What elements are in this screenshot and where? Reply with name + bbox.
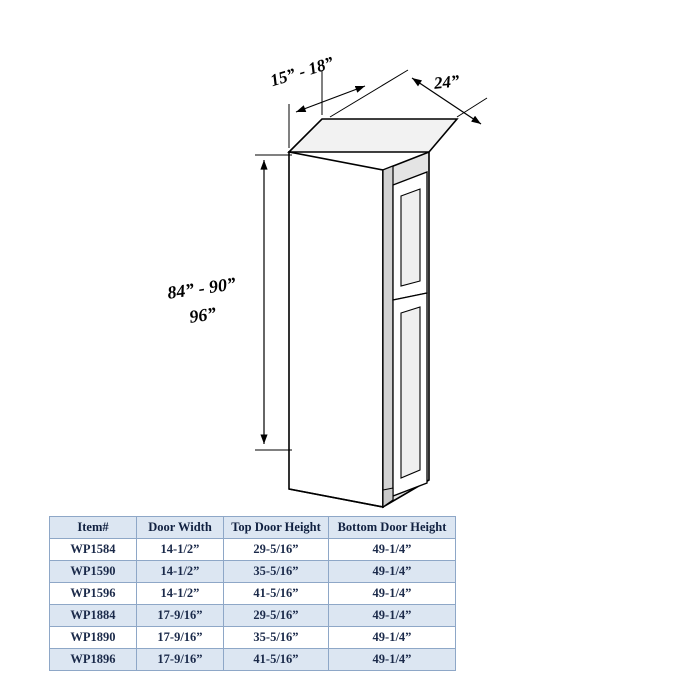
cell-bottom-door-height: 49-1/4” (329, 605, 456, 627)
depth-ext-left (330, 70, 408, 117)
table-row (50, 627, 456, 649)
cell-item: WP1590 (50, 561, 137, 583)
cell-door-width: 17-9/16” (137, 649, 224, 671)
depth-ext-right (457, 98, 487, 117)
cell-door-width: 14-1/2” (137, 583, 224, 605)
width-dimension-label: 15” - 18” (268, 52, 336, 91)
cell-top-door-height: 35-5/16” (224, 561, 329, 583)
height-dimension-label-range: 84” - 90” (166, 273, 238, 303)
cabinet-left-side-face (289, 152, 383, 507)
depth-dimension (330, 70, 487, 124)
cell-bottom-door-height: 49-1/4” (329, 583, 456, 605)
cabinet-stile-reveal (383, 166, 393, 507)
height-dimension (255, 155, 292, 450)
cell-item: WP1596 (50, 583, 137, 605)
cell-top-door-height: 35-5/16” (224, 627, 329, 649)
width-arrow (296, 86, 365, 112)
table-row (50, 605, 456, 627)
column-header-top-door-height: Top Door Height (224, 517, 329, 539)
cell-top-door-height: 29-5/16” (224, 539, 329, 561)
table-row (50, 539, 456, 561)
cell-item: WP1890 (50, 627, 137, 649)
cell-bottom-door-height: 49-1/4” (329, 561, 456, 583)
toe-kick (383, 488, 393, 507)
table-row (50, 649, 456, 671)
table-row (50, 583, 456, 605)
column-header-bottom-door-height: Bottom Door Height (329, 517, 456, 539)
cabinet-solid (289, 119, 457, 507)
cell-door-width: 17-9/16” (137, 605, 224, 627)
cell-item: WP1584 (50, 539, 137, 561)
top-door-inner-panel (401, 189, 420, 286)
cell-item: WP1884 (50, 605, 137, 627)
cabinet-top-face (289, 119, 457, 152)
column-header-item: Item# (50, 517, 137, 539)
cell-item: WP1896 (50, 649, 137, 671)
cell-door-width: 14-1/2” (137, 561, 224, 583)
table-row (50, 561, 456, 583)
cell-bottom-door-height: 49-1/4” (329, 539, 456, 561)
cell-bottom-door-height: 49-1/4” (329, 649, 456, 671)
cell-bottom-door-height: 49-1/4” (329, 627, 456, 649)
cell-door-width: 14-1/2” (137, 539, 224, 561)
cell-top-door-height: 41-5/16” (224, 583, 329, 605)
table-header-row (50, 517, 456, 539)
specification-table (49, 516, 456, 671)
bottom-door-inner-panel (401, 307, 420, 478)
cell-top-door-height: 41-5/16” (224, 649, 329, 671)
depth-dimension-label: 24” (433, 71, 461, 93)
column-header-door-width: Door Width (137, 517, 224, 539)
cell-door-width: 17-9/16” (137, 627, 224, 649)
height-dimension-label-max: 96” (188, 303, 218, 327)
cell-top-door-height: 29-5/16” (224, 605, 329, 627)
